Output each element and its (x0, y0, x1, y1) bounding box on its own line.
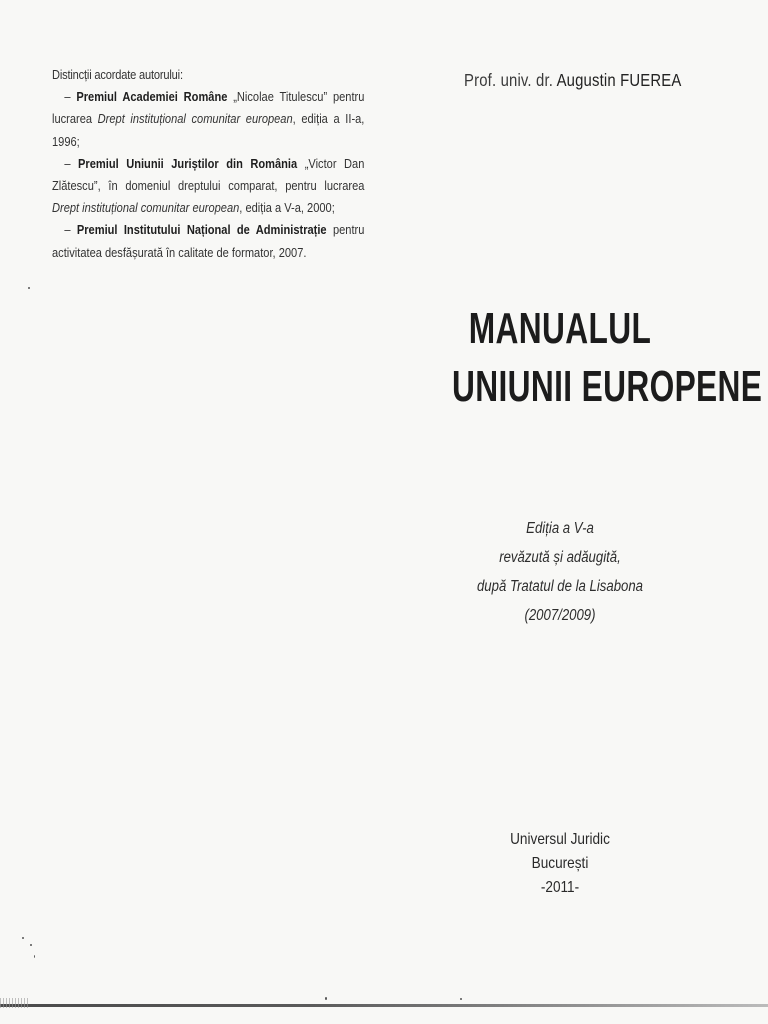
edition-info (430, 514, 690, 630)
award-dash: – (64, 223, 77, 238)
distinctions-title: Distincții acordate autorului: (52, 68, 183, 82)
award-name: Premiul Uniunii Juriștilor din România (78, 156, 298, 171)
edition-years: (2007/2009) (524, 607, 596, 624)
award-name: Premiul Academiei Române (76, 90, 228, 105)
scan-speck (30, 944, 32, 946)
award-work-title: Drept instituțional comunitar european (97, 112, 293, 127)
award-item (52, 219, 364, 263)
scan-speck (325, 997, 327, 1000)
publisher-city: București (531, 855, 589, 872)
scan-speck (28, 287, 30, 289)
scan-speck (460, 998, 462, 1000)
award-work-title: Drept instituțional comunitar european (52, 201, 240, 216)
award-item (52, 153, 364, 220)
award-text: „Nicolae Titulescu” pentru lucrarea (52, 90, 365, 127)
publisher-name: Universul Juridic (510, 831, 610, 848)
award-dash: – (64, 156, 79, 171)
award-dash: – (64, 90, 77, 105)
page-edge-shadow (0, 1004, 768, 1007)
award-item (52, 86, 364, 153)
publication-year: -2011- (540, 879, 580, 896)
award-text: pentru activitatea desfășurată în calitate de formator, 2007. (52, 223, 365, 260)
publisher-info (450, 828, 670, 900)
book-title (410, 300, 763, 416)
award-edition: , ediția a II-a, 1996; (52, 112, 365, 149)
author-prefix: Prof. univ. dr. (464, 70, 557, 90)
award-text: „Victor Dan Zlătescu”, în domeniul dreptului comparat, pentru lucrarea (52, 156, 365, 194)
award-name: Premiul Institutului Național de Administrație (76, 223, 327, 238)
author-line (464, 70, 681, 91)
title-line-1: MANUALUL (468, 304, 652, 353)
edition-line: Ediția a V-a (526, 520, 594, 537)
scan-bottom-edge (0, 1004, 768, 1012)
scan-speck (34, 955, 35, 958)
author-name: Augustin FUEREA (556, 70, 682, 90)
award-edition: , ediția a V-a, 2000; (239, 201, 335, 216)
edition-treaty: după Tratatul de la Lisabona (476, 578, 644, 595)
scan-speck (22, 937, 24, 939)
scan-noise (0, 998, 30, 1008)
edition-revision: revăzută și adăugită, (499, 549, 621, 566)
title-line-2: UNIUNII EUROPENE (452, 362, 763, 411)
author-distinctions (52, 64, 364, 264)
